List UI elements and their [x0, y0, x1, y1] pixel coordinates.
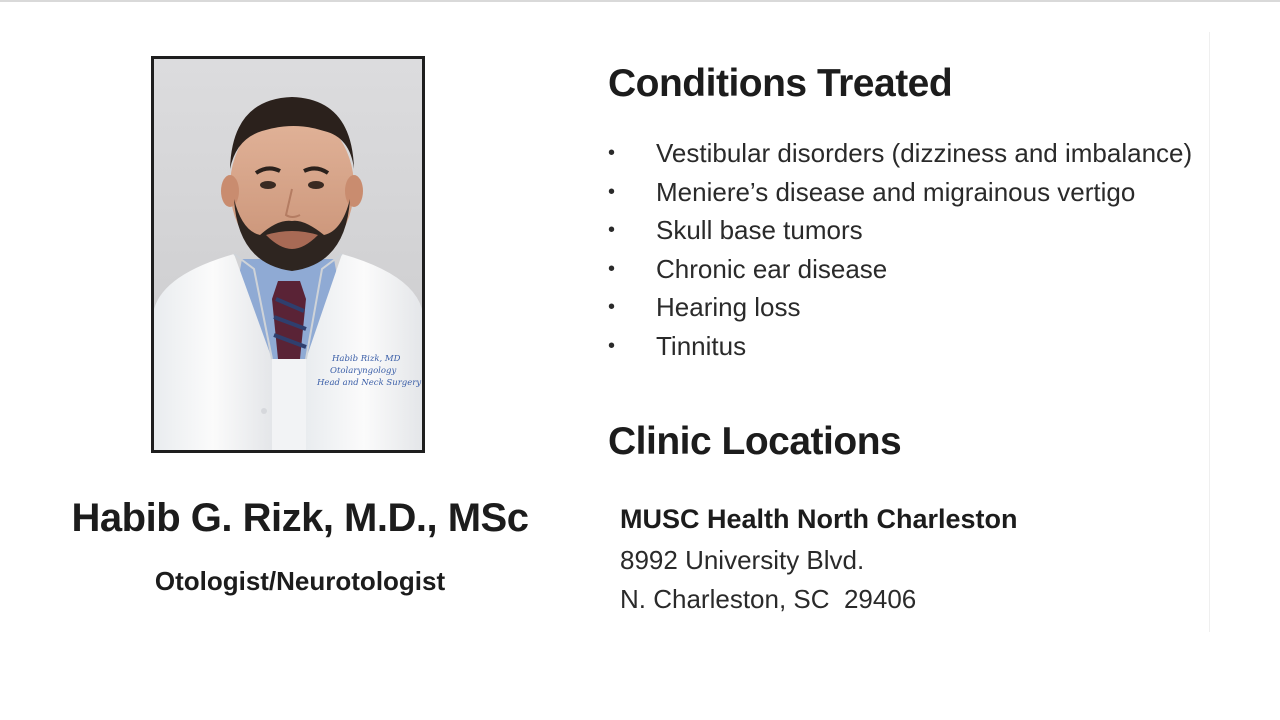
bullet: • [608, 296, 616, 318]
doctor-photo [154, 59, 422, 450]
conditions-heading: Conditions Treated [608, 62, 953, 105]
clinic-city-state-zip: N. Charleston, SC 29406 [620, 584, 917, 614]
bullet: • [608, 180, 616, 203]
bullet: • [608, 334, 616, 357]
condition-text: Hearing loss [656, 292, 801, 322]
doctor-specialty: Otologist/Neurotologist [154, 566, 446, 596]
list-item [608, 250, 1208, 289]
condition-text: Chronic ear disease [656, 253, 888, 284]
embroidery-line-3: Head and Neck Surgery [317, 378, 422, 388]
bullet: • [608, 257, 616, 280]
bullet: • [608, 142, 616, 164]
clinic-name: MUSC Health North Charleston [620, 504, 1018, 534]
condition-text: Meniere’s disease and migrainous vertigo [656, 176, 1136, 207]
conditions-list [608, 134, 1208, 365]
list-item [608, 134, 1208, 173]
condition-text: Tinnitus [656, 330, 747, 361]
list-item [608, 211, 1208, 250]
condition-text: Vestibular disorders (dizziness and imbalance) [656, 138, 1193, 168]
doctor-portrait [151, 56, 425, 453]
list-item [608, 173, 1208, 212]
embroidery-line-1: Habib Rizk, MD [332, 354, 401, 364]
right-divider [1209, 32, 1210, 632]
condition-text: Skull base tumors [656, 215, 863, 245]
list-item [608, 288, 1208, 327]
bullet: • [608, 219, 616, 241]
embroidery-line-2: Otolaryngology [330, 366, 397, 376]
list-item [608, 327, 1208, 366]
doctor-name: Habib G. Rizk, M.D., MSc [71, 496, 529, 540]
top-divider [0, 0, 1280, 2]
locations-heading: Clinic Locations [608, 420, 902, 463]
clinic-street: 8992 University Blvd. [620, 545, 865, 575]
